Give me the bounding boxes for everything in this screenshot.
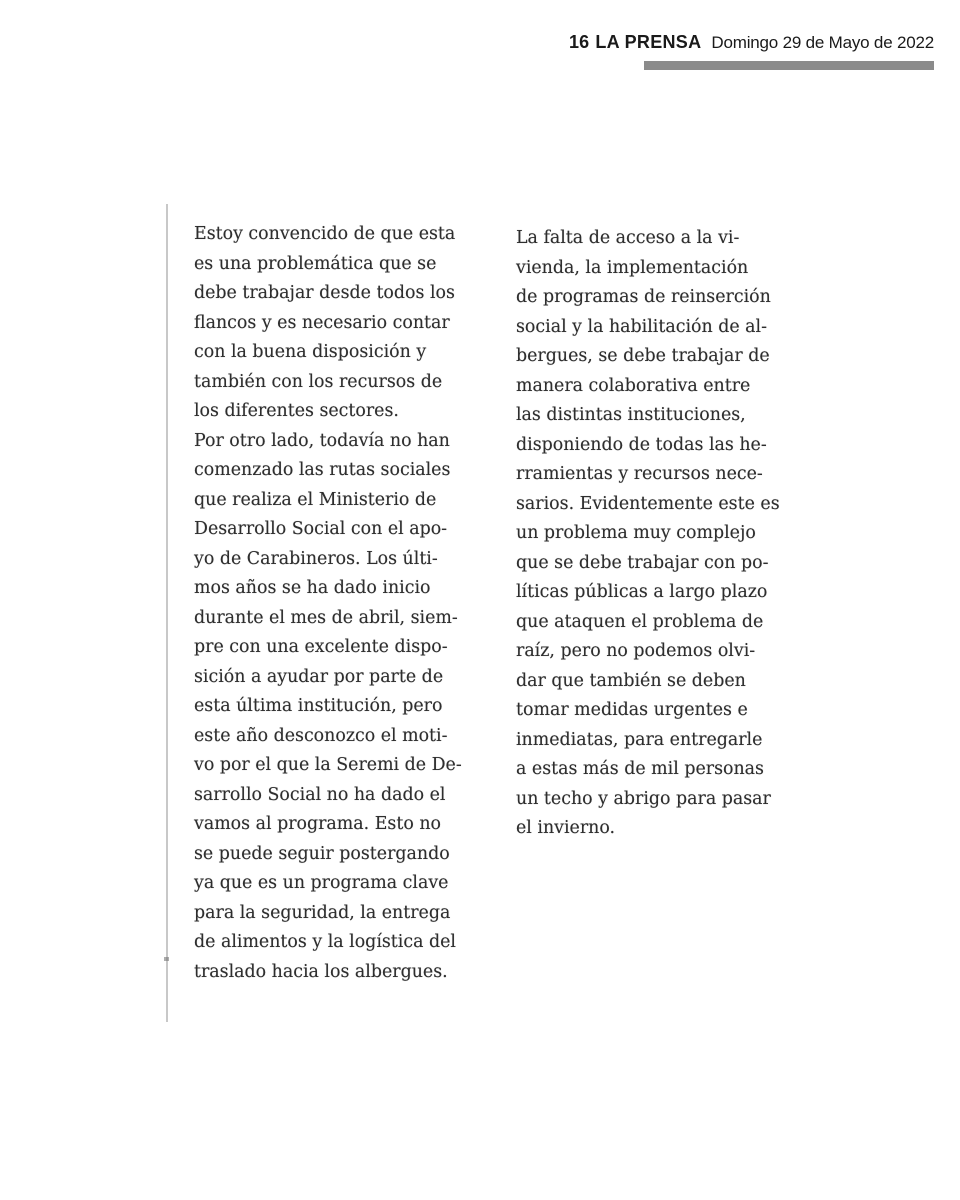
publication-name: LA PRENSA bbox=[595, 32, 702, 52]
header-rule bbox=[644, 61, 934, 70]
article-column-right bbox=[516, 224, 798, 844]
paragraph-3: La falta de acceso a la vi- vienda, la implementación de programas de reinserción social y la habilitación de al- bergues, se debe trabajar de manera colaborativa entre las distintas instituciones, disponiendo de todas las he- rramientas y recursos nece- sarios. Evidentemente este es un problema muy complejo que se debe trabajar con po- líticas públicas a largo plazo que ataquen el problema de raíz, pero no podemos olvi- dar que también se deben tomar medidas urgentes e inmediatas, para entregarle a estas más de mil personas un techo y abrigo para pasar el invierno. bbox=[516, 228, 780, 838]
publication-date: Domingo 29 de Mayo de 2022 bbox=[711, 33, 934, 52]
page-header bbox=[569, 32, 934, 53]
paragraph-2: Por otro lado, todavía no han comenzado las rutas sociales que realiza el Ministerio de Desarrollo Social con el apo- yo de Carabineros. Los últi- mos años se ha dado inicio durante el mes de abril, siem- pre con una excelente dispo- sición a ayudar por parte de esta última institución, pero este año desconozco el moti- vo por el que la Seremi de De- sarrollo Social no ha dado el vamos al programa. Esto no se puede seguir postergando ya que es un programa clave para la seguridad, la entrega de alimentos y la logística del traslado hacia los albergues. bbox=[194, 430, 462, 982]
column-margin-rule bbox=[166, 204, 168, 1022]
paragraph-1: Estoy convencido de que esta es una problemática que se debe trabajar desde todos los flancos y es necesario contar con la buena disposición y también con los recursos de los diferentes sectores. bbox=[194, 224, 456, 421]
page-number: 16 bbox=[568, 32, 590, 52]
scan-speck bbox=[164, 957, 169, 961]
article-column-left bbox=[194, 220, 466, 987]
